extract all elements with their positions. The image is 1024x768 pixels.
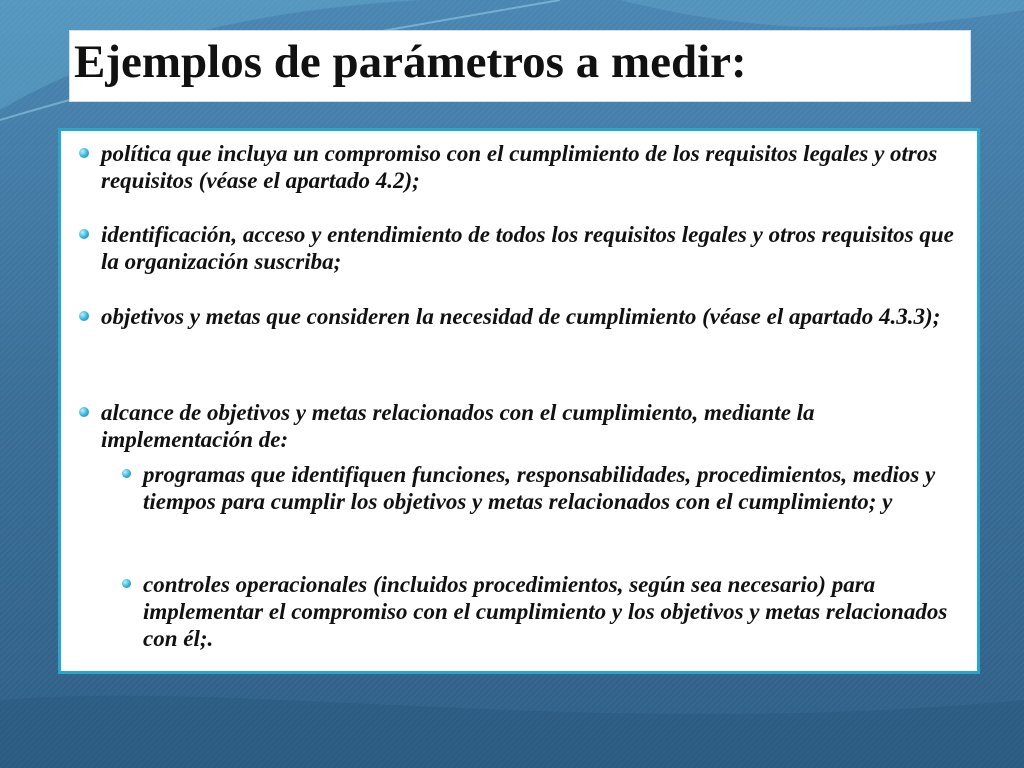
- list-item: [101, 221, 957, 275]
- bullet-icon: [79, 229, 89, 239]
- sub-list-item: [143, 571, 969, 652]
- list-item-text: identificación, acceso y entendimiento de todos los requisitos legales y otros requisitos que la organización suscriba;: [101, 222, 954, 274]
- bullet-icon: [122, 579, 131, 588]
- list-item-text: alcance de objetivos y metas relacionados con el cumplimiento, mediante la implementación de:: [101, 400, 815, 452]
- list-item-text: programas que identifiquen funciones, responsabilidades, procedimientos, medios y tiempos para cumplir los objetivos y metas relacionados con el cumplimiento; y: [143, 462, 936, 514]
- list-item: [101, 399, 957, 453]
- bullet-icon: [79, 148, 89, 158]
- bullet-icon: [79, 311, 89, 321]
- bullet-list: [61, 131, 977, 671]
- title-box: [69, 30, 971, 102]
- bullet-icon: [79, 407, 89, 417]
- list-item-text: controles operacionales (incluidos procedimientos, según sea necesario) para implementar el compromiso con el cumplimiento y los objetivos y metas relacionados con él;.: [143, 572, 948, 651]
- content-frame: [58, 128, 980, 674]
- list-item-text: objetivos y metas que consideren la necesidad de cumplimiento (véase el apartado 4.3.3);: [101, 304, 941, 329]
- list-item-text: política que incluya un compromiso con el cumplimiento de los requisitos legales y otros requisitos (véase el apartado 4.2);: [101, 141, 938, 193]
- list-item: [101, 140, 957, 194]
- list-item: [101, 303, 957, 330]
- bullet-icon: [122, 469, 131, 478]
- slide-title: Ejemplos de parámetros a medir:: [74, 36, 747, 88]
- sub-list-item: [143, 461, 969, 515]
